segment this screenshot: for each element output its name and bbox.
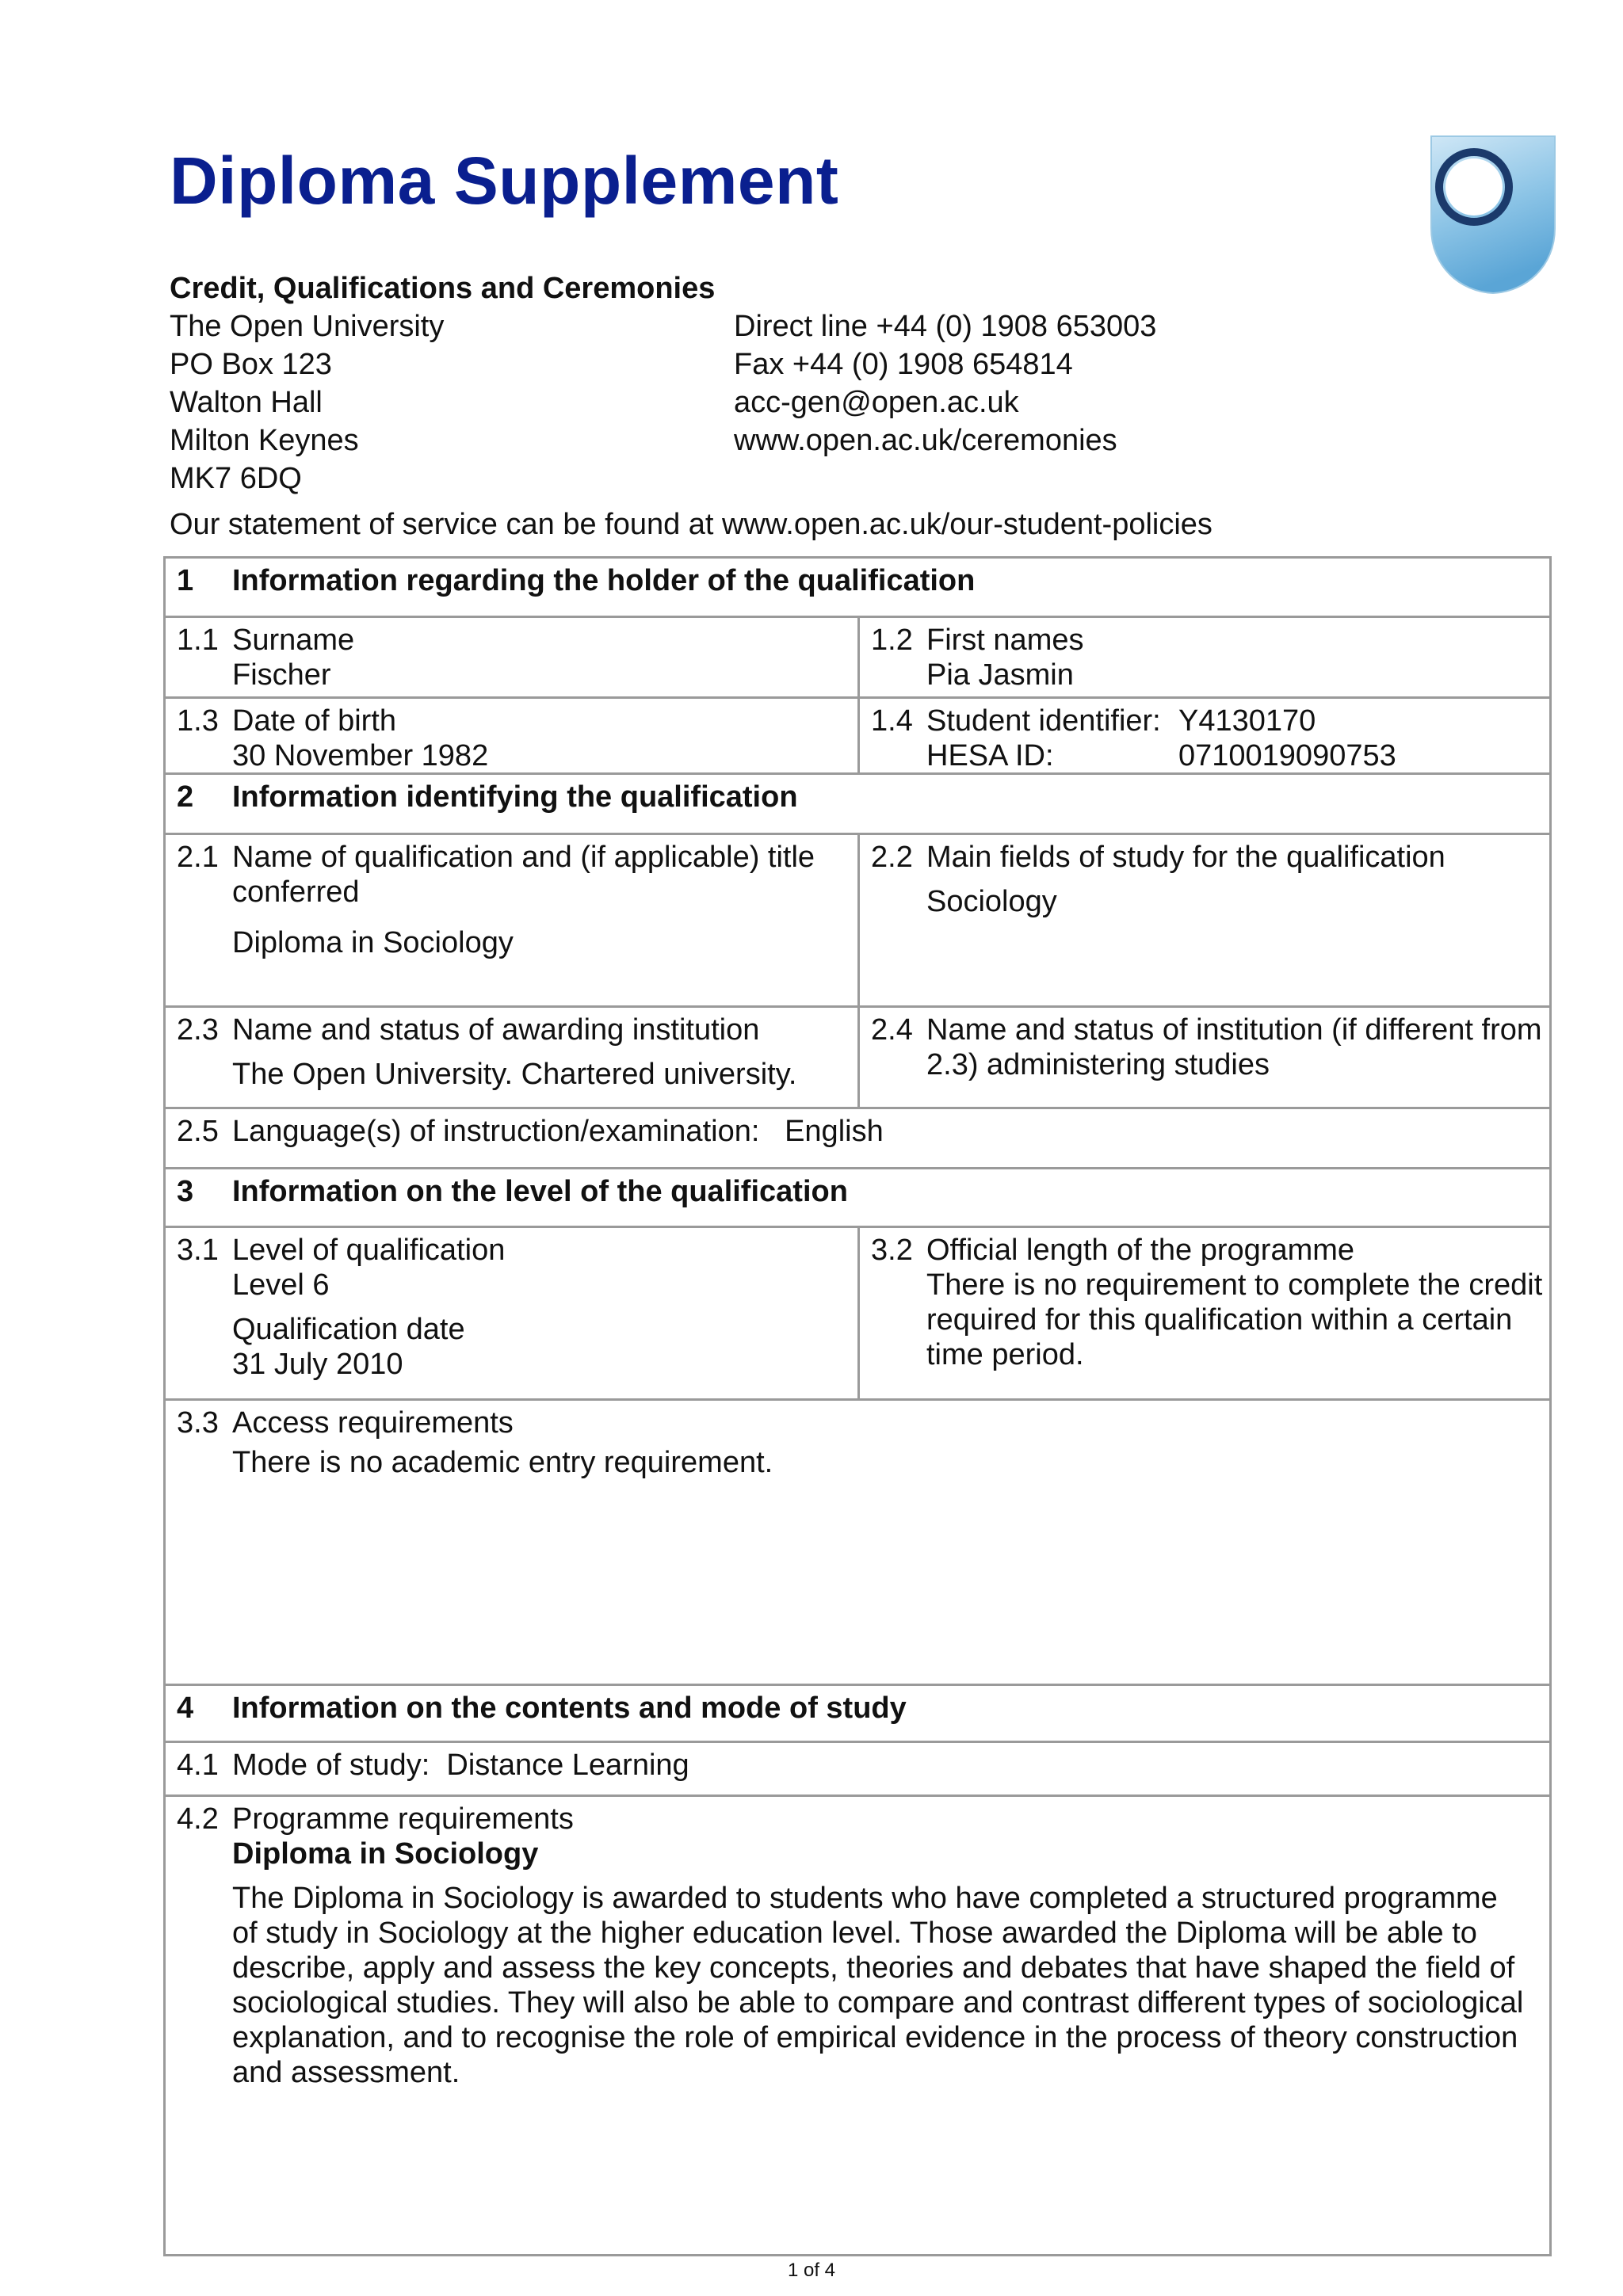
address-line: Walton Hall xyxy=(170,386,323,419)
field-value: There is no requirement to complete the credit required for this qualification within a certain time period. xyxy=(926,1268,1543,1371)
field-label: Access requirements xyxy=(232,1406,514,1440)
student-id-value: Y4130170 xyxy=(1178,704,1316,738)
address-line: MK7 6DQ xyxy=(170,462,302,495)
language-row xyxy=(166,1107,1549,1167)
field-value: The Open University. Chartered university. xyxy=(232,1058,797,1091)
field-number: 2.1 xyxy=(177,841,219,874)
field-number: 4.2 xyxy=(177,1802,219,1836)
programme-heading: Diploma in Sociology xyxy=(232,1837,539,1871)
programme-description: The Diploma in Sociology is awarded to students who have completed a structured programme of study in Sociology at the higher education level. Those awarded the Diploma will be able to describe, apply and assess the key concepts, theories and debates that have shaped the field of sociological studies. They will also be able to compare and contrast different types of sociological explanation, and to recognise the role of empirical evidence in the process of theory construction and assessment. xyxy=(232,1882,1524,2089)
mode-row xyxy=(166,1741,1549,1794)
holder-name-row xyxy=(166,616,1549,696)
field-value: There is no academic entry requirement. xyxy=(232,1446,773,1479)
programme-length-field xyxy=(857,1228,1549,1398)
section-title: Information on the level of the qualification xyxy=(232,1175,848,1208)
section-4-header xyxy=(166,1684,1549,1741)
field-number: 1.3 xyxy=(177,704,219,738)
field-number: 1.4 xyxy=(871,704,913,738)
field-label: Name of qualification and (if applicable) title conferred xyxy=(232,841,815,909)
field-label: Surname xyxy=(232,624,355,657)
field-label: Qualification date xyxy=(232,1313,465,1346)
field-value: Level 6 xyxy=(232,1268,330,1302)
supplement-form xyxy=(163,556,1552,2256)
mode-of-study-field xyxy=(166,1743,1549,1794)
section-1-header xyxy=(166,559,1549,616)
field-number: 2.5 xyxy=(177,1115,219,1148)
surname-field xyxy=(166,618,857,696)
page-title: Diploma Supplement xyxy=(170,143,839,218)
awarding-institution-field xyxy=(166,1008,857,1107)
field-label: Level of qualification xyxy=(232,1234,506,1267)
section-3-header xyxy=(166,1167,1549,1226)
section-number: 3 xyxy=(177,1175,194,1208)
field-value: Diploma in Sociology xyxy=(232,926,514,959)
page-number: 1 of 4 xyxy=(787,2260,836,2281)
website-link[interactable]: www.open.ac.uk/ceremonies xyxy=(734,424,1117,457)
programme-requirements-field xyxy=(166,1797,1549,2254)
field-number: 4.1 xyxy=(177,1749,219,1782)
field-value: English xyxy=(785,1115,884,1148)
field-number: 2.4 xyxy=(871,1013,913,1047)
address-line: PO Box 123 xyxy=(170,348,332,381)
field-value: Sociology xyxy=(926,885,1057,918)
field-label: Main fields of study for the qualification xyxy=(926,841,1445,874)
section-title: Information identifying the qualification xyxy=(232,780,798,814)
hesa-id-value: 0710019090753 xyxy=(1178,739,1396,772)
qualification-name-field xyxy=(166,835,857,1005)
postal-address xyxy=(170,307,734,498)
field-label: Programme requirements xyxy=(232,1802,574,1836)
level-field xyxy=(166,1228,857,1398)
access-row xyxy=(166,1398,1549,1684)
field-number: 1.1 xyxy=(177,624,219,657)
date-of-birth-field xyxy=(166,699,857,772)
department-name: Credit, Qualifications and Ceremonies xyxy=(170,272,716,305)
field-number: 3.3 xyxy=(177,1406,219,1440)
field-number: 1.2 xyxy=(871,624,913,657)
address-line: The Open University xyxy=(170,310,445,343)
phone-line: Direct line +44 (0) 1908 653003 xyxy=(734,310,1157,343)
level-row xyxy=(166,1226,1549,1398)
field-label: Official length of the programme xyxy=(926,1234,1355,1267)
section-title: Information regarding the holder of the qualification xyxy=(232,564,976,597)
qualification-date-value: 31 July 2010 xyxy=(232,1348,403,1381)
field-label: Date of birth xyxy=(232,704,396,738)
language-field xyxy=(166,1109,1549,1167)
field-number: 3.2 xyxy=(871,1234,913,1267)
qualification-row xyxy=(166,833,1549,1005)
field-label: Student identifier: xyxy=(926,704,1161,738)
fax-line: Fax +44 (0) 1908 654814 xyxy=(734,348,1073,381)
section-title: Information on the contents and mode of study xyxy=(232,1691,907,1725)
field-label: Language(s) of instruction/examination: xyxy=(232,1115,760,1148)
field-number: 3.1 xyxy=(177,1234,219,1267)
first-names-field xyxy=(857,618,1549,696)
contact-details xyxy=(734,307,1564,498)
institution-row xyxy=(166,1005,1549,1107)
administering-institution-field xyxy=(857,1008,1549,1107)
field-label: Name and status of institution (if different from 2.3) administering studies xyxy=(926,1013,1542,1081)
field-value: 30 November 1982 xyxy=(232,739,489,772)
contact-block xyxy=(170,269,1564,498)
field-label: Name and status of awarding institution xyxy=(232,1013,760,1047)
section-number: 4 xyxy=(177,1691,194,1725)
field-label: HESA ID: xyxy=(926,739,1054,772)
programme-requirements-row xyxy=(166,1794,1549,2254)
field-value: Pia Jasmin xyxy=(926,658,1074,692)
field-label: First names xyxy=(926,624,1084,657)
field-value: Fischer xyxy=(232,658,331,692)
section-number: 1 xyxy=(177,564,194,597)
student-identifier-field xyxy=(857,699,1549,772)
field-label: Mode of study: xyxy=(232,1749,430,1782)
access-requirements-field xyxy=(166,1401,1549,1684)
field-number: 2.2 xyxy=(871,841,913,874)
field-number: 2.3 xyxy=(177,1013,219,1047)
section-number: 2 xyxy=(177,780,194,814)
fields-of-study-field xyxy=(857,835,1549,1005)
field-value: Distance Learning xyxy=(446,1749,689,1782)
holder-id-row xyxy=(166,696,1549,772)
address-line: Milton Keynes xyxy=(170,424,359,457)
section-2-header xyxy=(166,772,1549,833)
service-statement: Our statement of service can be found at www.open.ac.uk/our-student-policies xyxy=(170,508,1212,541)
email-link[interactable]: acc-gen@open.ac.uk xyxy=(734,386,1019,419)
